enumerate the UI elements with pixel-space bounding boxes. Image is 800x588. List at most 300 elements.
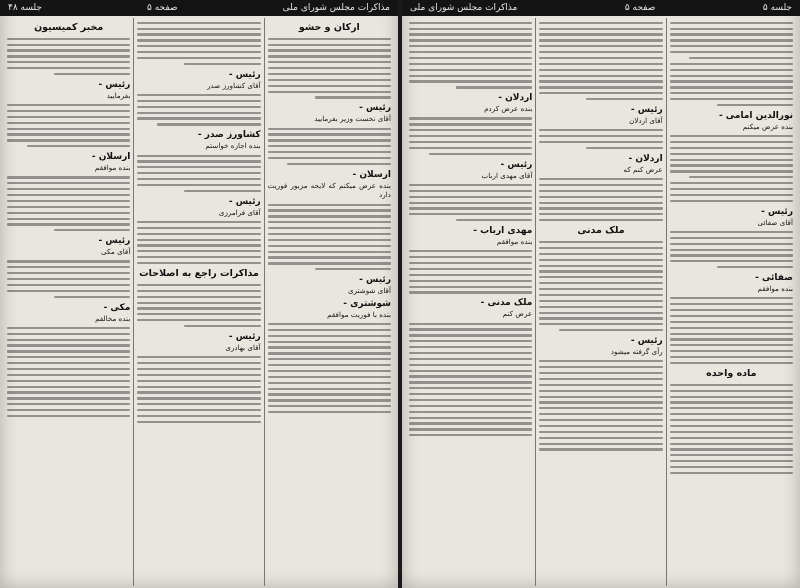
text-line [409, 207, 532, 209]
text-line [539, 51, 662, 53]
text-line [7, 409, 130, 411]
text-line [7, 122, 130, 124]
text-line [137, 362, 260, 364]
speech-text: آقای بهادری [225, 342, 261, 352]
text-line [137, 39, 260, 41]
text-line [539, 407, 662, 409]
text-line [409, 323, 532, 325]
text-line [268, 73, 391, 75]
text-line [7, 327, 130, 329]
text-line [539, 448, 662, 450]
speaker-label: کشاورز صدر - [197, 130, 261, 141]
text-line [539, 384, 662, 386]
text-line [268, 145, 391, 147]
text-line [670, 182, 793, 184]
left-page-col-left [4, 18, 133, 586]
text-line [137, 403, 260, 405]
text-line [268, 67, 391, 69]
speaker-label: رئیس - [500, 159, 533, 170]
text-line [137, 284, 260, 286]
text-line [409, 364, 532, 366]
text-line [137, 391, 260, 393]
text-line [670, 141, 793, 143]
text-line [137, 155, 260, 157]
speech-text: آقای شوشتری [347, 286, 391, 296]
text-line [268, 341, 391, 343]
text-line [539, 141, 662, 143]
speaker-label: رئیس - [98, 236, 131, 247]
text-line [7, 350, 130, 352]
right-page-col-mid [535, 18, 665, 586]
right-page-col-left [406, 18, 535, 586]
text-line [409, 399, 532, 401]
speech-text: بنده عرض میکنم که لایحه مزبور فوریت دارد [267, 180, 391, 200]
text-line [539, 443, 662, 445]
speaker-label: رئیس - [228, 331, 261, 342]
text-line [409, 190, 532, 192]
text-line [670, 390, 793, 392]
text-line [409, 346, 532, 348]
text-line [670, 188, 793, 190]
text-line [539, 247, 662, 249]
text-line [670, 448, 793, 450]
text-line [670, 443, 793, 445]
text-line [54, 73, 130, 75]
text-line [137, 356, 260, 358]
text-line [409, 147, 532, 149]
speaker-label: رئیس - [630, 104, 663, 115]
text-line [7, 200, 130, 202]
text-line [409, 63, 532, 65]
text-line [7, 61, 130, 63]
right-page-header-center: صفحه ۵ [624, 3, 656, 13]
text-line [268, 44, 391, 46]
text-line [670, 472, 793, 474]
text-line [670, 243, 793, 245]
text-line [7, 403, 130, 405]
text-line [268, 358, 391, 360]
left-page-col-right [264, 18, 394, 586]
text-line [7, 362, 130, 364]
text-line [539, 306, 662, 308]
text-line [409, 387, 532, 389]
text-line [7, 284, 130, 286]
text-line [268, 91, 391, 93]
text-line [670, 63, 793, 65]
text-line [137, 262, 260, 264]
text-line [539, 390, 662, 392]
text-line [670, 401, 793, 403]
speaker-label: نورالدین امامی - [718, 110, 793, 121]
speaker-label: مکی - [103, 302, 131, 313]
text-line [409, 213, 532, 215]
text-line [539, 259, 662, 261]
text-line [7, 182, 130, 184]
text-line [689, 57, 793, 59]
text-line [137, 380, 260, 382]
section-heading: ارکان و حشو [298, 22, 360, 33]
text-line [409, 370, 532, 372]
text-line [670, 194, 793, 196]
text-line [137, 106, 260, 108]
text-line [409, 135, 532, 137]
left-page [0, 0, 398, 588]
text-line [409, 280, 532, 282]
text-line [670, 309, 793, 311]
text-line [539, 184, 662, 186]
text-line [7, 212, 130, 214]
text-line [670, 86, 793, 88]
text-line [670, 170, 793, 172]
text-line [539, 202, 662, 204]
text-line [670, 362, 793, 364]
text-line [409, 422, 532, 424]
text-line [137, 374, 260, 376]
text-line [586, 98, 662, 100]
text-line [670, 431, 793, 433]
text-line [268, 227, 391, 229]
speech-text: بفرمایید [106, 90, 131, 100]
text-line [7, 116, 130, 118]
text-line [7, 176, 130, 178]
text-line [137, 178, 260, 180]
speaker-label: رئیس - [630, 336, 663, 346]
text-line [137, 221, 260, 223]
text-line [539, 92, 662, 94]
text-line [7, 206, 130, 208]
speaker-label: رئیس - [359, 275, 391, 286]
text-line [137, 94, 260, 96]
text-line [137, 22, 260, 24]
left-page-header-right: مذاکرات مجلس شورای ملی [282, 3, 390, 13]
text-line [409, 184, 532, 186]
text-line [409, 123, 532, 125]
left-page-header-center: صفحه ۵ [147, 3, 178, 13]
text-line [7, 344, 130, 346]
text-line [268, 128, 391, 130]
text-line [268, 262, 391, 264]
text-line [268, 79, 391, 81]
right-page [402, 0, 800, 588]
text-line [539, 276, 662, 278]
text-line [409, 381, 532, 383]
text-line [268, 335, 391, 337]
text-line [670, 321, 793, 323]
text-line [409, 286, 532, 288]
text-line [670, 254, 793, 256]
text-line [409, 117, 532, 119]
text-line [539, 425, 662, 427]
text-line [539, 366, 662, 368]
text-line [268, 370, 391, 372]
text-line [539, 213, 662, 215]
text-line [670, 437, 793, 439]
text-line [539, 312, 662, 314]
text-line [268, 251, 391, 253]
text-line [137, 421, 260, 423]
speaker-label: ملک مدنی - [480, 298, 533, 309]
text-line [409, 262, 532, 264]
text-line [539, 437, 662, 439]
speaker-label: ارسلان - [91, 152, 131, 163]
text-line [7, 260, 130, 262]
text-line [268, 399, 391, 401]
text-line [539, 33, 662, 35]
text-line [539, 431, 662, 433]
text-line [7, 290, 130, 292]
text-line [268, 323, 391, 325]
text-line [670, 297, 793, 299]
speech-text: بنده موافقم [496, 237, 533, 246]
text-line [409, 129, 532, 131]
text-line [268, 405, 391, 407]
text-line [268, 352, 391, 354]
text-line [670, 98, 793, 100]
text-line [7, 333, 130, 335]
text-line [670, 407, 793, 409]
text-line [7, 278, 130, 280]
text-line [670, 237, 793, 239]
text-line [559, 329, 663, 331]
text-line [137, 239, 260, 241]
text-line [137, 409, 260, 411]
text-line [539, 372, 662, 374]
text-line [670, 303, 793, 305]
text-line [268, 49, 391, 51]
text-line [670, 460, 793, 462]
text-line [137, 160, 260, 162]
text-line [689, 176, 793, 178]
right-page-columns [406, 18, 796, 586]
text-line [268, 215, 391, 217]
text-line [137, 250, 260, 252]
text-line [7, 194, 130, 196]
text-line [7, 386, 130, 388]
text-line [670, 28, 793, 30]
text-line [670, 69, 793, 71]
speech-text: بنده مخالفم [95, 313, 131, 323]
text-line [268, 221, 391, 223]
text-line [670, 159, 793, 161]
speaker-label: رئیس - [359, 103, 391, 114]
text-line [409, 340, 532, 342]
speech-text: آقای فرامرزی [218, 207, 261, 217]
text-line [268, 157, 391, 159]
right-page-header-right: جلسه ۵ [762, 3, 792, 13]
text-line [717, 266, 793, 268]
text-line [409, 434, 532, 436]
text-line [137, 184, 260, 186]
text-line [268, 393, 391, 395]
text-line [586, 147, 662, 149]
text-line [7, 223, 130, 225]
speaker-label: رئیس - [228, 196, 261, 207]
text-line [670, 425, 793, 427]
text-line [539, 323, 662, 325]
text-line [670, 350, 793, 352]
text-line [268, 204, 391, 206]
text-line [27, 145, 131, 147]
speech-text: آقای نخست وزیر بفرمایید [314, 114, 391, 124]
text-line [670, 92, 793, 94]
text-line [670, 135, 793, 137]
text-line [7, 218, 130, 220]
text-line [670, 231, 793, 233]
left-page-col-mid [133, 18, 263, 586]
speaker-label: اردلان - [498, 93, 533, 104]
text-line [137, 386, 260, 388]
text-line [7, 374, 130, 376]
text-line [137, 397, 260, 399]
text-line [268, 376, 391, 378]
text-line [670, 39, 793, 41]
speech-text: بنده با فوریت موافقم [327, 309, 391, 319]
text-line [670, 260, 793, 262]
text-line [539, 86, 662, 88]
text-line [137, 307, 260, 309]
text-line [539, 282, 662, 284]
text-line [137, 227, 260, 229]
text-line [184, 190, 260, 192]
text-line [670, 356, 793, 358]
text-line [137, 256, 260, 258]
text-line [539, 300, 662, 302]
text-line [7, 368, 130, 370]
text-line [409, 428, 532, 430]
speech-text: آقای صفائی [757, 217, 793, 227]
text-line [268, 346, 391, 348]
text-line [670, 249, 793, 251]
speaker-label: ارسلان - [352, 169, 391, 180]
speech-text: آقای مهدی ارباب [481, 170, 533, 180]
text-line [7, 391, 130, 393]
text-line [409, 352, 532, 354]
text-line [539, 253, 662, 255]
text-line [409, 22, 532, 24]
speaker-label: رئیس - [228, 69, 261, 80]
text-line [7, 110, 130, 112]
text-line [137, 244, 260, 246]
speech-text: بنده اجازه خواستم [205, 141, 261, 151]
text-line [717, 104, 793, 106]
text-line [539, 196, 662, 198]
section-heading: مخبر کمیسیون [34, 22, 104, 33]
speech-text: بنده عرض میکنم [742, 121, 793, 131]
text-line [539, 57, 662, 59]
text-line [7, 272, 130, 274]
text-line [670, 466, 793, 468]
text-line [670, 153, 793, 155]
text-line [670, 45, 793, 47]
text-line [137, 415, 260, 417]
text-line [409, 328, 532, 330]
text-line [670, 327, 793, 329]
text-line [268, 411, 391, 413]
text-line [137, 368, 260, 370]
text-line [670, 413, 793, 415]
speech-text: آقای اردلان [629, 115, 663, 125]
text-line [137, 45, 260, 47]
section-heading: مذاکرات راجع به اصلاحات [139, 268, 259, 280]
speaker-label: اردلان - [628, 153, 663, 164]
text-line [539, 80, 662, 82]
text-line [670, 147, 793, 149]
speaker-label: شوشتری - [343, 298, 391, 309]
text-line [268, 55, 391, 57]
text-line [409, 358, 532, 360]
text-line [670, 384, 793, 386]
speech-text: بنده موافقم [94, 163, 131, 173]
text-line [137, 51, 260, 53]
text-line [268, 209, 391, 211]
text-line [137, 117, 260, 119]
text-line [539, 22, 662, 24]
text-line [7, 139, 130, 141]
text-line [137, 296, 260, 298]
text-line [137, 57, 260, 59]
text-line [137, 319, 260, 321]
text-line [137, 290, 260, 292]
text-line [268, 139, 391, 141]
text-line [184, 325, 260, 327]
text-line [409, 417, 532, 419]
right-page-header [402, 0, 800, 16]
text-line [539, 419, 662, 421]
text-line [670, 200, 793, 202]
text-line [137, 313, 260, 315]
text-line [7, 44, 130, 46]
text-line [429, 153, 533, 155]
text-line [137, 166, 260, 168]
text-line [670, 396, 793, 398]
text-line [137, 33, 260, 35]
text-line [7, 133, 130, 135]
text-line [409, 405, 532, 407]
speaker-label: صفائی - [755, 273, 793, 283]
text-line [409, 33, 532, 35]
text-line [409, 51, 532, 53]
section-heading: ماده واحده [706, 368, 757, 380]
text-line [268, 256, 391, 258]
text-line [268, 38, 391, 40]
text-line [670, 315, 793, 317]
text-line [409, 57, 532, 59]
text-line [268, 85, 391, 87]
text-line [137, 302, 260, 304]
speech-text: عرض کنم که [623, 164, 663, 174]
speech-text: آقای کشاورز صدر [207, 80, 261, 90]
text-line [409, 202, 532, 204]
text-line [539, 69, 662, 71]
text-line [7, 188, 130, 190]
text-line [7, 266, 130, 268]
speech-text: عرض کنم [502, 309, 533, 319]
text-line [539, 265, 662, 267]
text-line [539, 360, 662, 362]
text-line [409, 291, 532, 293]
text-line [456, 219, 532, 221]
text-line [539, 288, 662, 290]
text-line [670, 454, 793, 456]
text-line [287, 163, 391, 165]
speech-text: رأی گرفته میشود [610, 347, 663, 356]
text-line [539, 178, 662, 180]
text-line [539, 396, 662, 398]
text-line [670, 51, 793, 53]
text-line [137, 100, 260, 102]
speech-text: بنده عرض کردم [484, 104, 533, 114]
text-line [539, 378, 662, 380]
